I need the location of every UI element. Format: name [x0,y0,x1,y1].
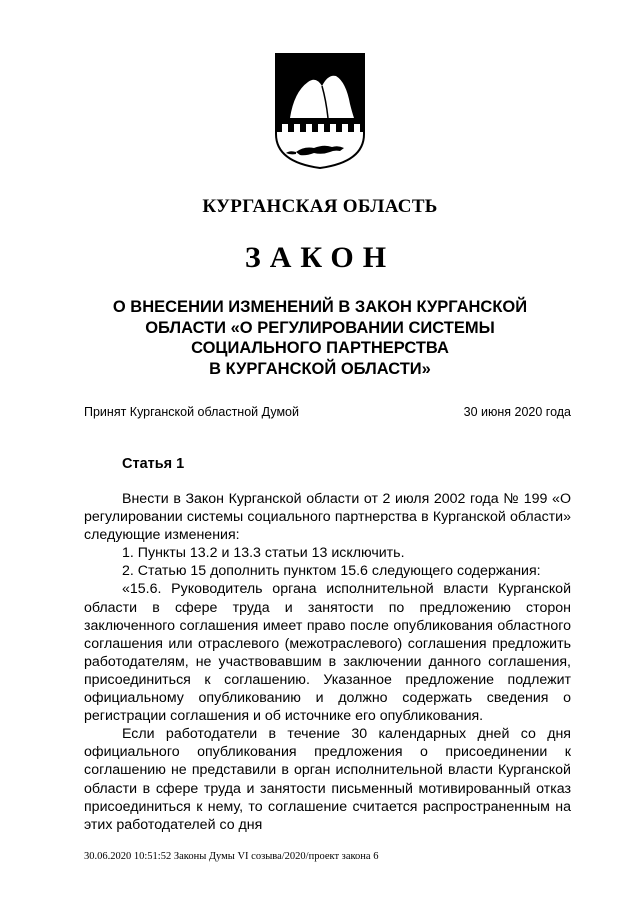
law-title-line: В КУРГАНСКОЙ ОБЛАСТИ» [209,359,431,378]
article-paragraph: Если работодатели в течение 30 календарных дней со дня официального опубликования предложения о присоединении к соглашению не представили в орган исполнительной власти Курганской области в сфере труда и занятости письменный мотивированный отказ присоединиться к нему, то соглашение считается распространенным на этих работодателей со дня [84,726,571,833]
law-title-line: ОБЛАСТИ «О РЕГУЛИРОВАНИИ СИСТЕМЫ [145,318,495,337]
law-title [95,297,545,379]
region-heading: КУРГАНСКАЯ ОБЛАСТЬ [202,196,438,217]
article-paragraph: «15.6. Руководитель органа исполнительной власти Курганской области в сфере труда и занятости по предложению сторон заключенного соглашения имеет право после опубликования областного соглашения или отраслевого (межотраслевого) соглашения предложить работодателям, не участвовавшим в заключении данного соглашения, присоединиться к соглашению. Указанное предложение подлежит официальному опубликованию и должно содержать сведения о регистрации соглашения и об источнике его опубликования. [84,581,571,725]
article-paragraph: 1. Пункты 13.2 и 13.3 статьи 13 исключить. [122,545,405,562]
adoption-date: 30 июня 2020 года [463,405,571,419]
document-type-heading: ЗАКОН [244,241,396,274]
law-title-line: О ВНЕСЕНИИ ИЗМЕНЕНИЙ В ЗАКОН КУРГАНСКОЙ [112,298,528,316]
article-paragraph: 2. Статью 15 дополнить пунктом 15.6 следующего содержания: [122,563,541,580]
coat-of-arms-icon [274,52,366,170]
adoption-info [84,405,571,419]
article-paragraph: Внести в Закон Курганской области от 2 июля 2002 года № 199 «О регулировании системы социального партнерства в Курганской области» следующие изменения: [84,491,571,544]
adopted-by: Принят Курганской областной Думой [84,405,299,419]
article-heading: Статья 1 [122,456,185,472]
article-body [84,490,571,834]
law-title-line: СОЦИАЛЬНОГО ПАРТНЕРСТВА [191,339,449,357]
document-footer: 30.06.2020 10:51:52 Законы Думы VI созыва/2020/проект закона 6 [84,851,379,862]
